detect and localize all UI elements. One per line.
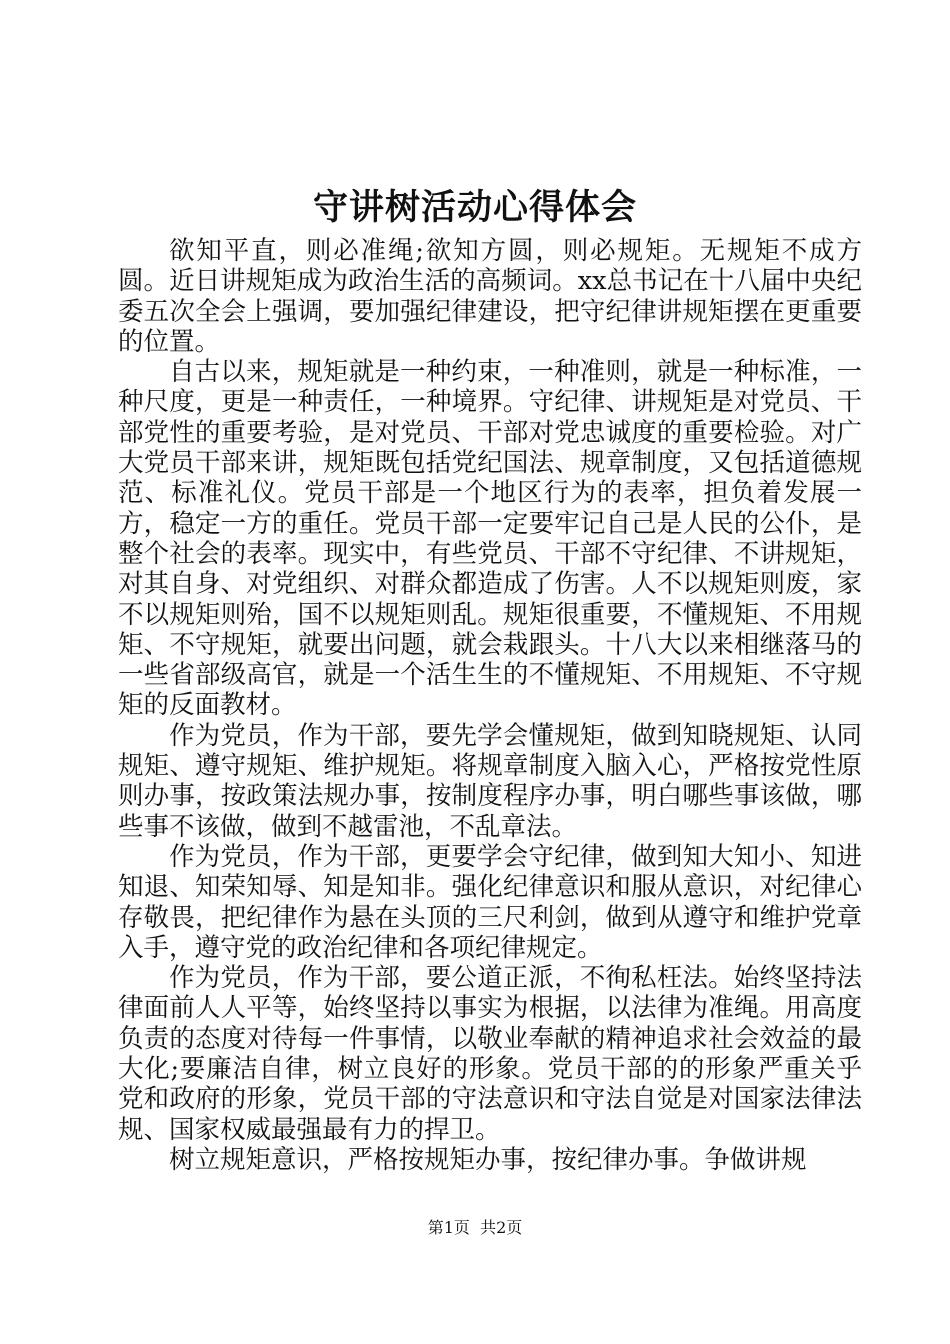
paragraph-6: 树立规矩意识，严格按规矩办事，按纪律办事。争做讲规 (169, 1144, 807, 1175)
paragraph-4: 作为党员，作为干部，更要学会守纪律，做到知大知小、知进知退、知荣知辱、知是知非。强化纪律意识和服从意识，对纪律心存敬畏，把纪律作为悬在头顶的三尺利剑，做到从遵守和维护党章入手，遵守党的政治纪律和各项纪律规定。 (118, 841, 862, 963)
paragraph-1: 欲知平直，则必准绳;欲知方圆，则必规矩。无规矩不成方圆。近日讲规矩成为政治生活的高频词。xx总书记在十八届中央纪委五次全会上强调，要加强纪律建设，把守纪律讲规矩摆在更重要的位置。 (118, 236, 862, 357)
page-number: 第1页 (427, 1218, 470, 1237)
paragraph-5: 作为党员，作为干部，要公道正派，不徇私枉法。始终坚持法律面前人人平等，始终坚持以事实为根据，以法律为准绳。用高度负责的态度对待每一件事情，以敬业奉献的精神追求社会效益的最大化;要廉洁自律，树立良好的形象。党员干部的的形象严重关乎党和政府的形象，党员干部的守法意识和守法自觉是对国家法律法规、国家权威最强最有力的捍卫。 (118, 963, 862, 1145)
document-body (118, 236, 862, 1175)
paragraph-2: 自古以来，规矩就是一种约束，一种准则，就是一种标准，一种尺度，更是一种责任，一种境界。守纪律、讲规矩是对党员、干部党性的重要考验，是对党员、干部对党忠诚度的重要检验。对广大党员干部来讲，规矩既包括党纪国法、规章制度，又包括道德规范、标准礼仪。党员干部是一个地区行为的表率，担负着发展一方，稳定一方的重任。党员干部一定要牢记自己是人民的公仆，是整个社会的表率。现实中，有些党员、干部不守纪律、不讲规矩，对其自身、对党组织、对群众都造成了伤害。人不以规矩则废，家不以规矩则殆，国不以规矩则乱。规矩很重要，不懂规矩、不用规矩、不守规矩，就要出问题，就会栽跟头。十八大以来相继落马的一些省部级高官，就是一个活生生的不懂规矩、不用规矩、不守规矩的反面教材。 (118, 357, 862, 721)
page-footer (0, 1216, 950, 1240)
paragraph-3: 作为党员，作为干部，要先学会懂规矩，做到知晓规矩、认同规矩、遵守规矩、维护规矩。将规章制度入脑入心，严格按党性原则办事，按政策法规办事，按制度程序办事，明白哪些事该做，哪些事不该做，做到不越雷池，不乱章法。 (118, 720, 862, 842)
page-total: 共2页 (480, 1218, 523, 1237)
document-title: 守讲树活动心得体会 (312, 187, 637, 228)
